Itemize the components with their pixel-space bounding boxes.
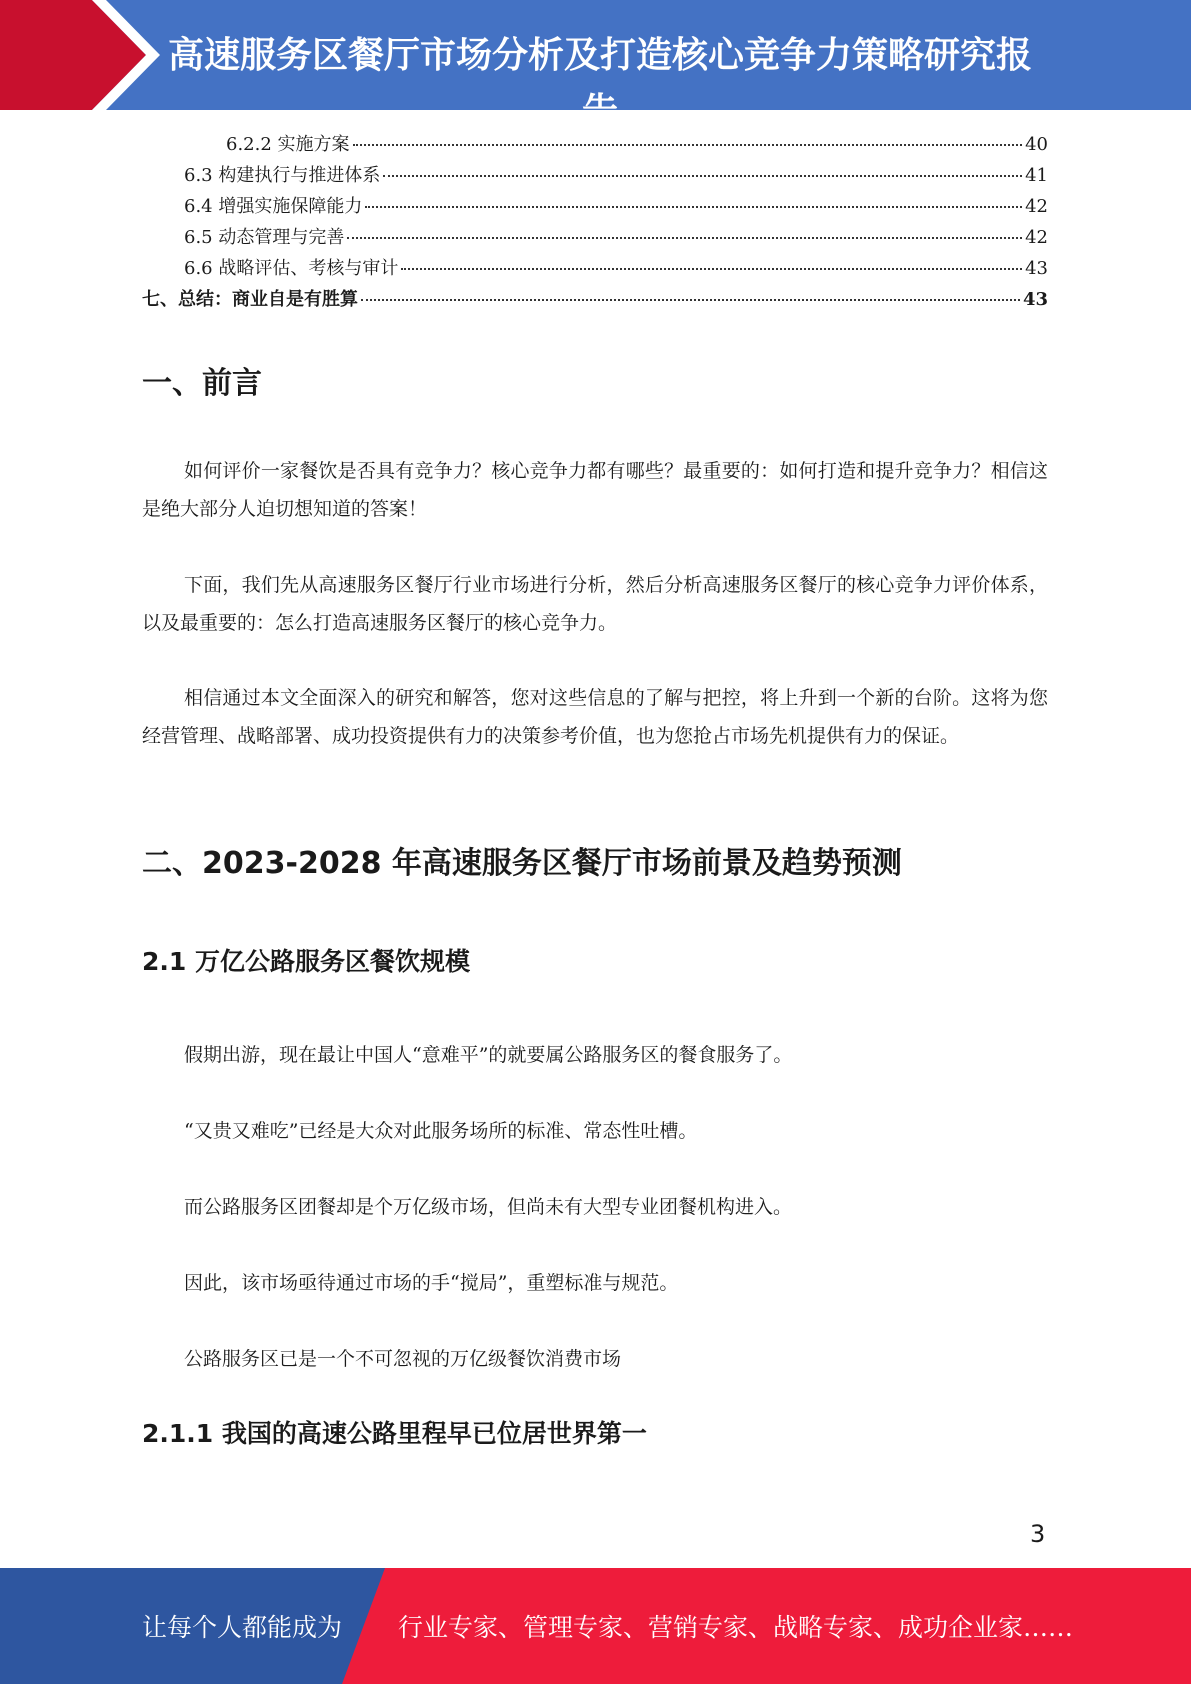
paragraph: 假期出游，现在最让中国人“意难平”的就要属公路服务区的餐食服务了。	[184, 1044, 793, 1066]
toc-leader-dots	[365, 206, 1022, 208]
toc-entry-label: 七、总结：商业自是有胜算	[142, 289, 358, 310]
header-red-arrow	[0, 0, 160, 110]
toc-entry-label: 6.5 动态管理与完善	[184, 227, 345, 248]
page-footer	[0, 1568, 1191, 1684]
toc-entry-label: 6.2.2 实施方案	[226, 134, 350, 155]
section-heading-forecast: 二、2023-2028 年高速服务区餐厅市场前景及趋势预测	[142, 846, 902, 881]
report-title: 高速服务区餐厅市场分析及打造核心竞争力策略研究报告	[167, 35, 1032, 132]
toc-leader-dots	[353, 144, 1023, 146]
toc-entry-page: 41	[1025, 165, 1048, 186]
footer-slogan-right: 行业专家、管理专家、营销专家、战略专家、成功企业家……	[398, 1613, 1074, 1642]
toc-entry-page: 43	[1022, 289, 1048, 310]
subsection-heading: 2.1.1 我国的高速公路里程早已位居世界第一	[142, 1419, 647, 1448]
table-of-contents	[142, 130, 1048, 316]
paragraph: 而公路服务区团餐却是个万亿级市场，但尚未有大型专业团餐机构进入。	[184, 1196, 793, 1218]
toc-entry-page: 40	[1025, 134, 1048, 155]
toc-entry-label: 6.6 战略评估、考核与审计	[184, 258, 399, 279]
toc-entry-label: 6.4 增强实施保障能力	[184, 196, 363, 217]
page-header	[0, 0, 1191, 132]
paragraph: 如何评价一家餐饮是否具有竞争力？核心竞争力都有哪些？最重要的：如何打造和提升竞争力？相信这是绝大部分人迫切想知道的答案！	[142, 460, 1048, 520]
toc-entry[interactable]	[142, 285, 1048, 316]
paragraph: “又贵又难吃”已经是大众对此服务场所的标准、常态性吐槽。	[184, 1120, 698, 1142]
subsection-heading: 2.1 万亿公路服务区餐饮规模	[142, 947, 470, 976]
toc-entry[interactable]	[142, 254, 1048, 285]
toc-entry[interactable]	[142, 161, 1048, 192]
section-heading-preface: 一、前言	[142, 366, 262, 401]
toc-entry-page: 42	[1025, 227, 1048, 248]
toc-entry-page: 43	[1025, 258, 1048, 279]
page-number: 3	[1030, 1520, 1046, 1548]
paragraph: 公路服务区已是一个不可忽视的万亿级餐饮消费市场	[184, 1348, 622, 1370]
paragraph: 下面，我们先从高速服务区餐厅行业市场进行分析，然后分析高速服务区餐厅的核心竞争力评价体系，以及最重要的：怎么打造高速服务区餐厅的核心竞争力。	[142, 574, 1048, 634]
toc-leader-dots	[347, 237, 1022, 239]
toc-entry[interactable]	[142, 130, 1048, 161]
toc-leader-dots	[361, 299, 1020, 301]
toc-leader-dots	[401, 268, 1022, 270]
toc-entry[interactable]	[142, 223, 1048, 254]
toc-leader-dots	[383, 175, 1022, 177]
footer-slogan-left: 让每个人都能成为	[142, 1613, 343, 1642]
toc-entry-label: 6.3 构建执行与推进体系	[184, 165, 381, 186]
paragraph: 因此，该市场亟待通过市场的手“搅局”，重塑标准与规范。	[184, 1272, 679, 1294]
toc-entry-page: 42	[1025, 196, 1048, 217]
toc-entry[interactable]	[142, 192, 1048, 223]
paragraph: 相信通过本文全面深入的研究和解答，您对这些信息的了解与把控，将上升到一个新的台阶。这将为您经营管理、战略部署、成功投资提供有力的决策参考价值，也为您抢占市场先机提供有力的保证。	[142, 687, 1048, 747]
